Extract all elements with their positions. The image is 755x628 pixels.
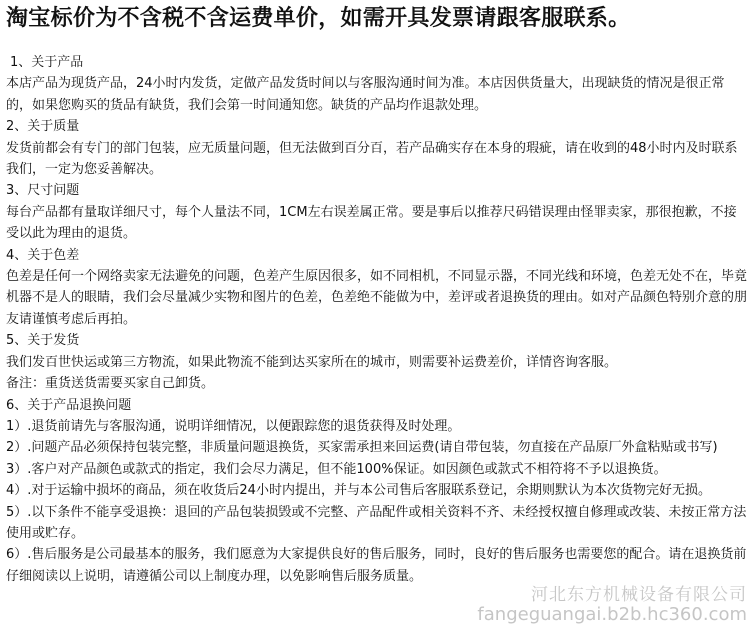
- return-rule: 1）.退货前请先与客服沟通，说明详细情况，以便跟踪您的退货获得及时处理。: [6, 418, 461, 434]
- section-heading: 1、关于产品: [10, 55, 84, 70]
- section-heading: 5、关于发货: [6, 333, 80, 349]
- page-title: 淘宝标价为不含税不含运费单价，如需开具发票请跟客服联系。: [6, 6, 631, 31]
- section-paragraph: 备注：重货送货需要买家自己卸货。: [6, 376, 215, 392]
- section-quality: [6, 116, 755, 180]
- section-product: [6, 52, 755, 116]
- watermark-company: 河北东方机械设备有限公司: [531, 584, 747, 605]
- return-rule: 4）.对于运输中损坏的商品，须在收货后24小时内提出，并与本公司售后客服联系登记，余期则默认为本次货物完好无损。: [6, 483, 711, 499]
- return-rule: 3）.客户对产品颜色或款式的指定，我们会尽力满足，但不能100%保证。如因颜色或款式不相符将不予以退换货。: [6, 461, 667, 477]
- section-heading: 4、关于色差: [6, 247, 80, 263]
- section-heading: 3、尺寸问题: [6, 183, 80, 199]
- return-rule: 5）.以下条件不能享受退换：退回的产品包装损毁或不完整、产品配件或相关资料不齐、未经授权擅自修理或改装、未按正常方法使用或贮存。: [6, 504, 747, 541]
- return-rule: 6）.售后服务是公司最基本的服务，我们愿意为大家提供良好的售后服务，同时，良好的售后服务也需要您的配合。请在退换货前仔细阅读以上说明，请遵循公司以上制度办理，以免影响售后服务质量。: [6, 547, 747, 584]
- section-paragraph: 色差是任何一个网络卖家无法避免的问题，色差产生原因很多，如不同相机，不同显示器，不同光线和环境，色差无处不在，毕竟机器不是人的眼睛，我们会尽量减少实物和图片的色差，色差绝不能做为中，差评或者退换货的理由。如对产品颜色特别介意的朋友请谨慎考虑后再拍。: [6, 269, 748, 327]
- section-heading: 6、关于产品退换问题: [6, 397, 132, 413]
- section-paragraph: 本店产品为现货产品，24小时内发货，定做产品发货时间以与客服沟通时间为准。本店因供货量大，出现缺货的情况是很正常的，如果您购买的货品有缺货，我们会第一时间通知您。缺货的产品均作退款处理。: [6, 76, 725, 113]
- watermark: [477, 586, 747, 626]
- return-rule: 2）.问题产品必须保持包装完整，非质量问题退换货，买家需承担来回运费(请自带包装，勿直接在产品原厂外盒粘贴或书写): [6, 440, 718, 456]
- section-returns: [6, 395, 755, 588]
- watermark-url: fangeguangai.b2b.hc360.com: [477, 604, 747, 626]
- section-color: [6, 245, 755, 331]
- section-heading: 2、关于质量: [6, 119, 80, 135]
- section-paragraph: 我们发百世快运或第三方物流，如果此物流不能到达买家所在的城市，则需要补运费差价，详情咨询客服。: [6, 354, 618, 370]
- section-size: [6, 180, 755, 244]
- document-body: [0, 34, 755, 587]
- section-paragraph: 每台产品都有量取详细尺寸，每个人量法不同，1CM左右误差属正常。要是事后以推荐尺码错误理由怪罪卖家，那很抱歉，不接受以此为理由的退货。: [6, 204, 737, 242]
- section-shipping: [6, 330, 755, 394]
- section-paragraph: 发货前都会有专门的部门包装，应无质量问题，但无法做到百分百，若产品确实存在本身的瑕疵，请在收到的48小时内及时联系我们，一定为您妥善解决。: [6, 140, 738, 178]
